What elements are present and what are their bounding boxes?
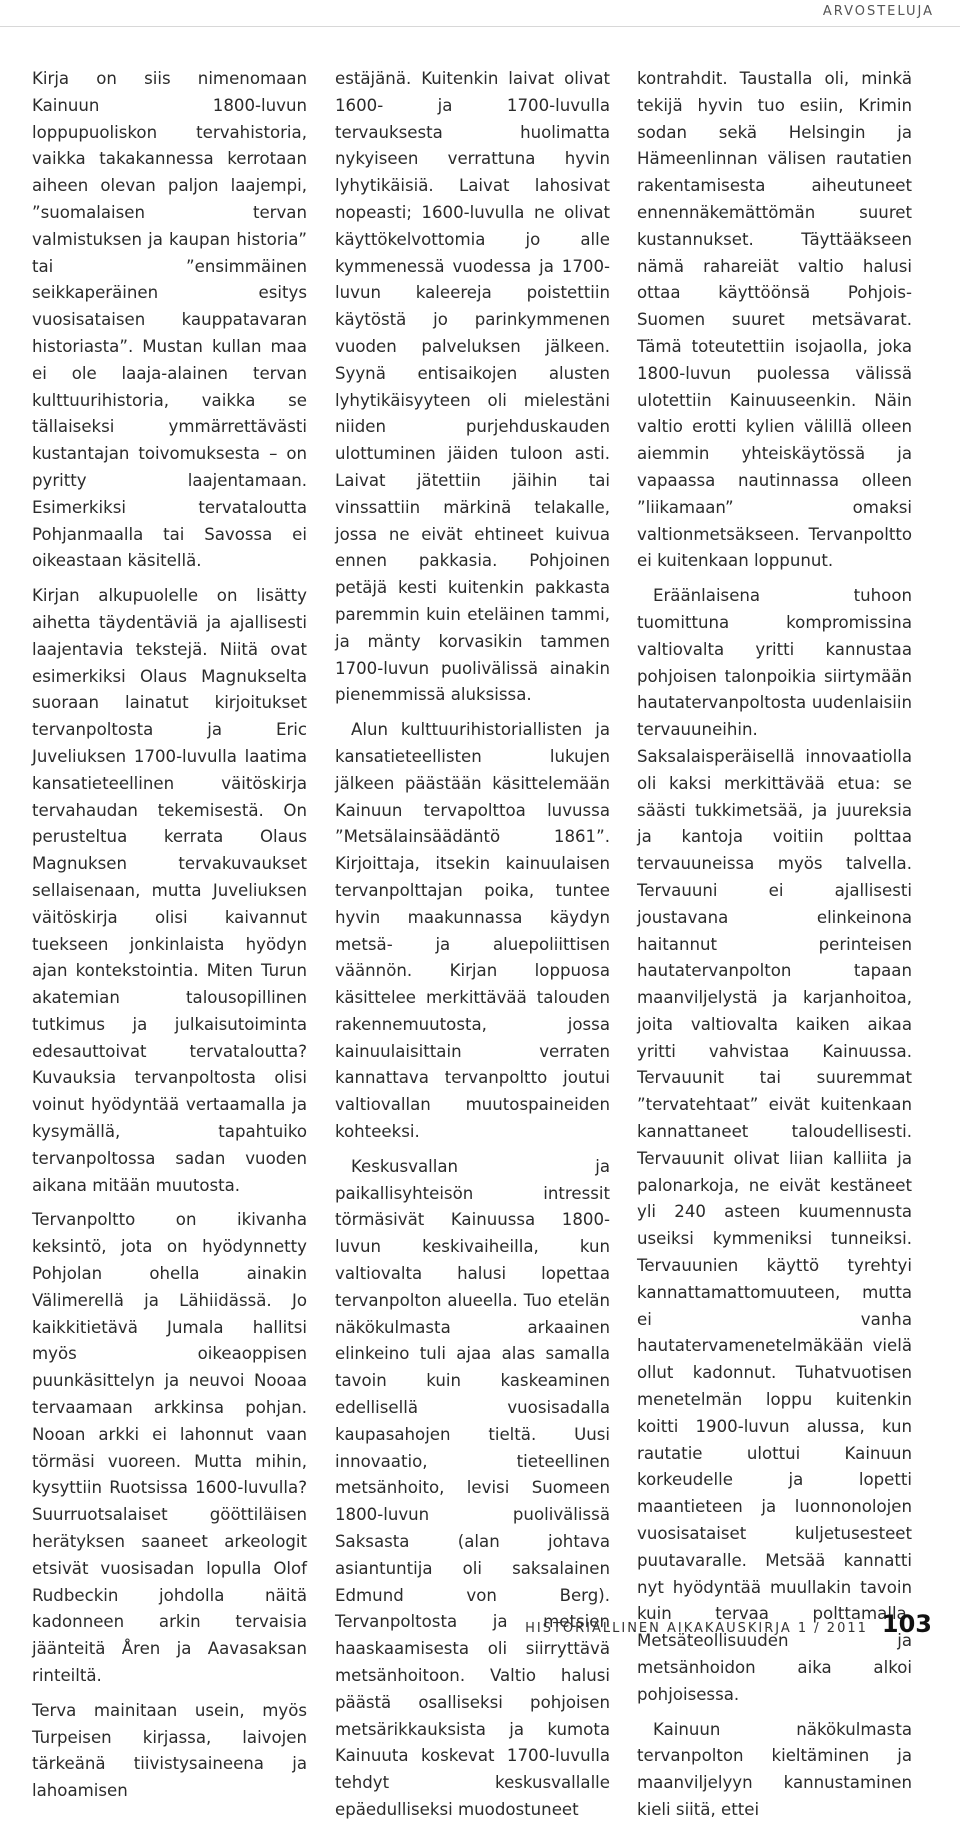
paragraph: Kirja on siis nimenomaan Kainuun 1800-luvun loppupuoliskon tervahistoria, vaikka takakannessa kerrotaan aiheen olevan paljon laajempi, ”suomalaisen tervan valmistuksen ja kaupan historia” tai ”ensimmäinen seikkaperäinen esitys vuosisataisen kauppatavaran historiasta”. Mustan kullan maa ei ole laaja-alainen tervan kulttuurihistoria, vaikka se tällaiseksi ymmärrettävästi kustantajan toivomuksesta – on pyritty laajentamaan. Esimerkiksi tervataloutta Pohjanmaalla tai Savossa ei oikeastaan käsitellä. [32, 69, 307, 571]
text-column-3 [637, 66, 912, 1832]
text-column-2 [335, 66, 610, 1832]
paragraph: Kainuun näkökulmasta tervanpolton kieltäminen ja maanviljelyyn kannustaminen kieli siitä, ettei [637, 1719, 912, 1819]
header-divider [0, 26, 960, 27]
paragraph: Kirjan alkupuolelle on lisätty aihetta täydentäviä ja ajallisesti laajentavia tekstejä. Niitä ovat esimerkiksi Olaus Magnukselta suoraan lainatut kirjoitukset tervanpoltosta ja Eric Juveliuksen 1700-luvulla laatima kansatieteellinen väitöskirja tervahaudan tekemisestä. On perusteltua kerrata Olaus Magnuksen tervakuvaukset sellaisenaan, mutta Juveliuksen väitöskirja olisi kaivannut tuekseen jonkinlaista hyödyn ajan kontekstointia. Miten Turun akatemian talousopillinen tutkimus ja julkaisutoiminta edesauttoivat tervataloutta? Kuvauksia tervanpoltosta olisi voinut hyödyntää vertaamalla ja kysymällä, tapahtuiko tervanpoltossa sadan vuoden aikana mitään muutosta. [32, 586, 307, 1195]
journal-name: HISTORIALLINEN AIKAKAUSKIRJA 1 / 2011 [525, 1621, 868, 1636]
paragraph: Terva mainitaan usein, myös Turpeisen kirjassa, laivojen tärkeänä tiivistysaineena ja lahoamisen [32, 1700, 307, 1801]
paragraph: Eräänlaisena tuhoon tuomittuna kompromissina valtiovalta yritti kannustaa pohjoisen talonpoikia siirtymään hautatervanpoltosta uudenlaisiin tervauuneihin. Saksalaisperäisellä innovaatiolla oli kaksi merkittävää etua: se säästi tukkimetsää, ja juureksia ja kantoja voitiin polttaa tervauuneissa myös talvella. Tervauuni ei ajallisesti joustavana elinkeinona haitannut perinteisen hautatervanpolton tapaan maanviljelystä ja karjanhoitoa, joita valtiovalta kaiken aikaa yritti vahvistaa Kainuussa. Tervauunit tai suuremmat ”tervatehtaat” eivät kuitenkaan kannattaneet taloudellisesti. Tervauunit olivat liian kalliita ja palonarkoja, ne eivät kestäneet yli 240 asteen kuumennusta useiksi kymmeniksi tunneiksi. Tervauunien käyttö tyrehtyi kannattamattomuuteen, mutta ei vanha hautatervamenetelmäkään vielä ollut kadonnut. Tuhatvuotisen menetelmän loppu kuitenkin koitti 1900-luvun alussa, kun rautatie ulottui Kainuun korkeudelle ja lopetti maantieteen ja luonnonolojen vuosisataiset kuljetusesteet puutavaralle. Metsää kannatti nyt hyödyntää muullakin tavoin kuin tervaa polttamalla. Metsäteollisuuden ja metsänhoidon aika alkoi pohjoisessa. [637, 586, 912, 1704]
text-column-1 [32, 66, 307, 1813]
paragraph: estäjänä. Kuitenkin laivat olivat 1600- ja 1700-luvulla tervauksesta huolimatta nykyiseen verrattuna hyvin lyhytikäisiä. Laivat lahosivat nopeasti; 1600-luvulla ne olivat käyttökelvottomia jo alle kymmenessä vuodessa ja 1700-luvun kaleereja poistettiin käytöstä jo parinkymmenen vuoden palveluksen jälkeen. Syynä entisaikojen alusten lyhytikäisyyteen oli mielestäni niiden purjehduskauden ulottuminen jäiden tuloon asti. Laivat jätettiin jäihin tai vinssattiin märkinä telakalle, jossa ne eivät ehtineet kuivua ennen pakkasia. Pohjoinen petäjä kesti kuitenkin pakkasta paremmin kuin eteläinen tammi, ja mänty korvasikin tammen 1700-luvun puolivälissä ainakin pienemmissä aluksissa. [335, 69, 610, 705]
paragraph: kontrahdit. Taustalla oli, minkä tekijä hyvin tuo esiin, Krimin sodan sekä Helsingin ja Hämeenlinnan välisen rautatien rakentamisesta aiheutuneet ennennäkemättömän suuret kustannukset. Täyttääkseen nämä rahareiät valtio halusi ottaa käyttöönsä Pohjois-Suomen suuret metsävarat. Tämä toteutettiin isojaolla, joka 1800-luvun puolessa välissä ulotettiin Kainuuseenkin. Näin valtio erotti kylien välillä olleen aiemmin yhteiskäytössä ja vapaassa nautinnassa olleen ”liikamaan” omaksi valtionmetsäkseen. Tervanpoltto ei kuitenkaan loppunut. [637, 69, 912, 571]
page-footer [525, 1610, 932, 1638]
paragraph: Tervanpoltto on ikivanha keksintö, jota on hyödynnetty Pohjolan ohella ainakin Välimerellä ja Lähiidässä. Jo kaikkitietävä Jumala hallitsi myös oikeaoppisen puunkäsittelyn ja neuvoi Nooaa tervaamaan arkkinsa pohjan. Nooan arkki ei lahonnut vaan törmäsi vuoreen. Mutta mihin, kysyttiin Ruotsissa 1600-luvulla? Suurruotsalaiset gööttiläisen herätyksen saaneet arkeologit etsivät vuosisadan lopulla Olof Rudbeckin johdolla näitä kadonneen arkin tervaisia jäänteitä Åren ja Aavasaksan rinteiltä. [32, 1210, 307, 1686]
page-number: 103 [881, 1610, 932, 1638]
paragraph: Alun kulttuurihistoriallisten ja kansatieteellisten lukujen jälkeen päästään käsittelemään Kainuun tervapolttoa luvussa ”Metsälainsäädäntö 1861”. Kirjoittaja, itsekin kainuulaisen tervanpolttajan poika, tuntee hyvin maakunnassa käydyn metsä- ja aluepoliittisen väännön. Kirjan loppuosa käsittelee merkittävää talouden rakennemuutosta, jossa kainuulaisittain verraten kannattava tervanpoltto joutui valtiovallan muutospaineiden kohteeksi. [335, 720, 610, 1142]
paragraph: Keskusvallan ja paikallisyhteisön intressit törmäsivät Kainuussa 1800-luvun keskivaiheilla, kun valtiovalta halusi lopettaa tervanpolton alueella. Tuo etelän näkökulmasta arkaainen elinkeino tuli ajaa alas samalla tavoin kuin kaskeaminen edellisellä vuosisadalla kaupasahojen tieltä. Uusi innovaatio, tieteellinen metsänhoito, levisi Suomeen 1800-luvun puolivälissä Saksasta (alan johtava asiantuntija oli saksalainen Edmund von Berg). Tervanpoltosta ja metsien haaskaamisesta oli siirryttävä metsänhoitoon. Valtio halusi päästä osalliseksi pohjoisen metsärikkauksista ja kumota Kainuuta koskevat 1700-luvulla tehdyt keskusvallalle epäedulliseksi muodostuneet [335, 1156, 610, 1819]
section-header: ARVOSTELUJA [822, 4, 934, 19]
